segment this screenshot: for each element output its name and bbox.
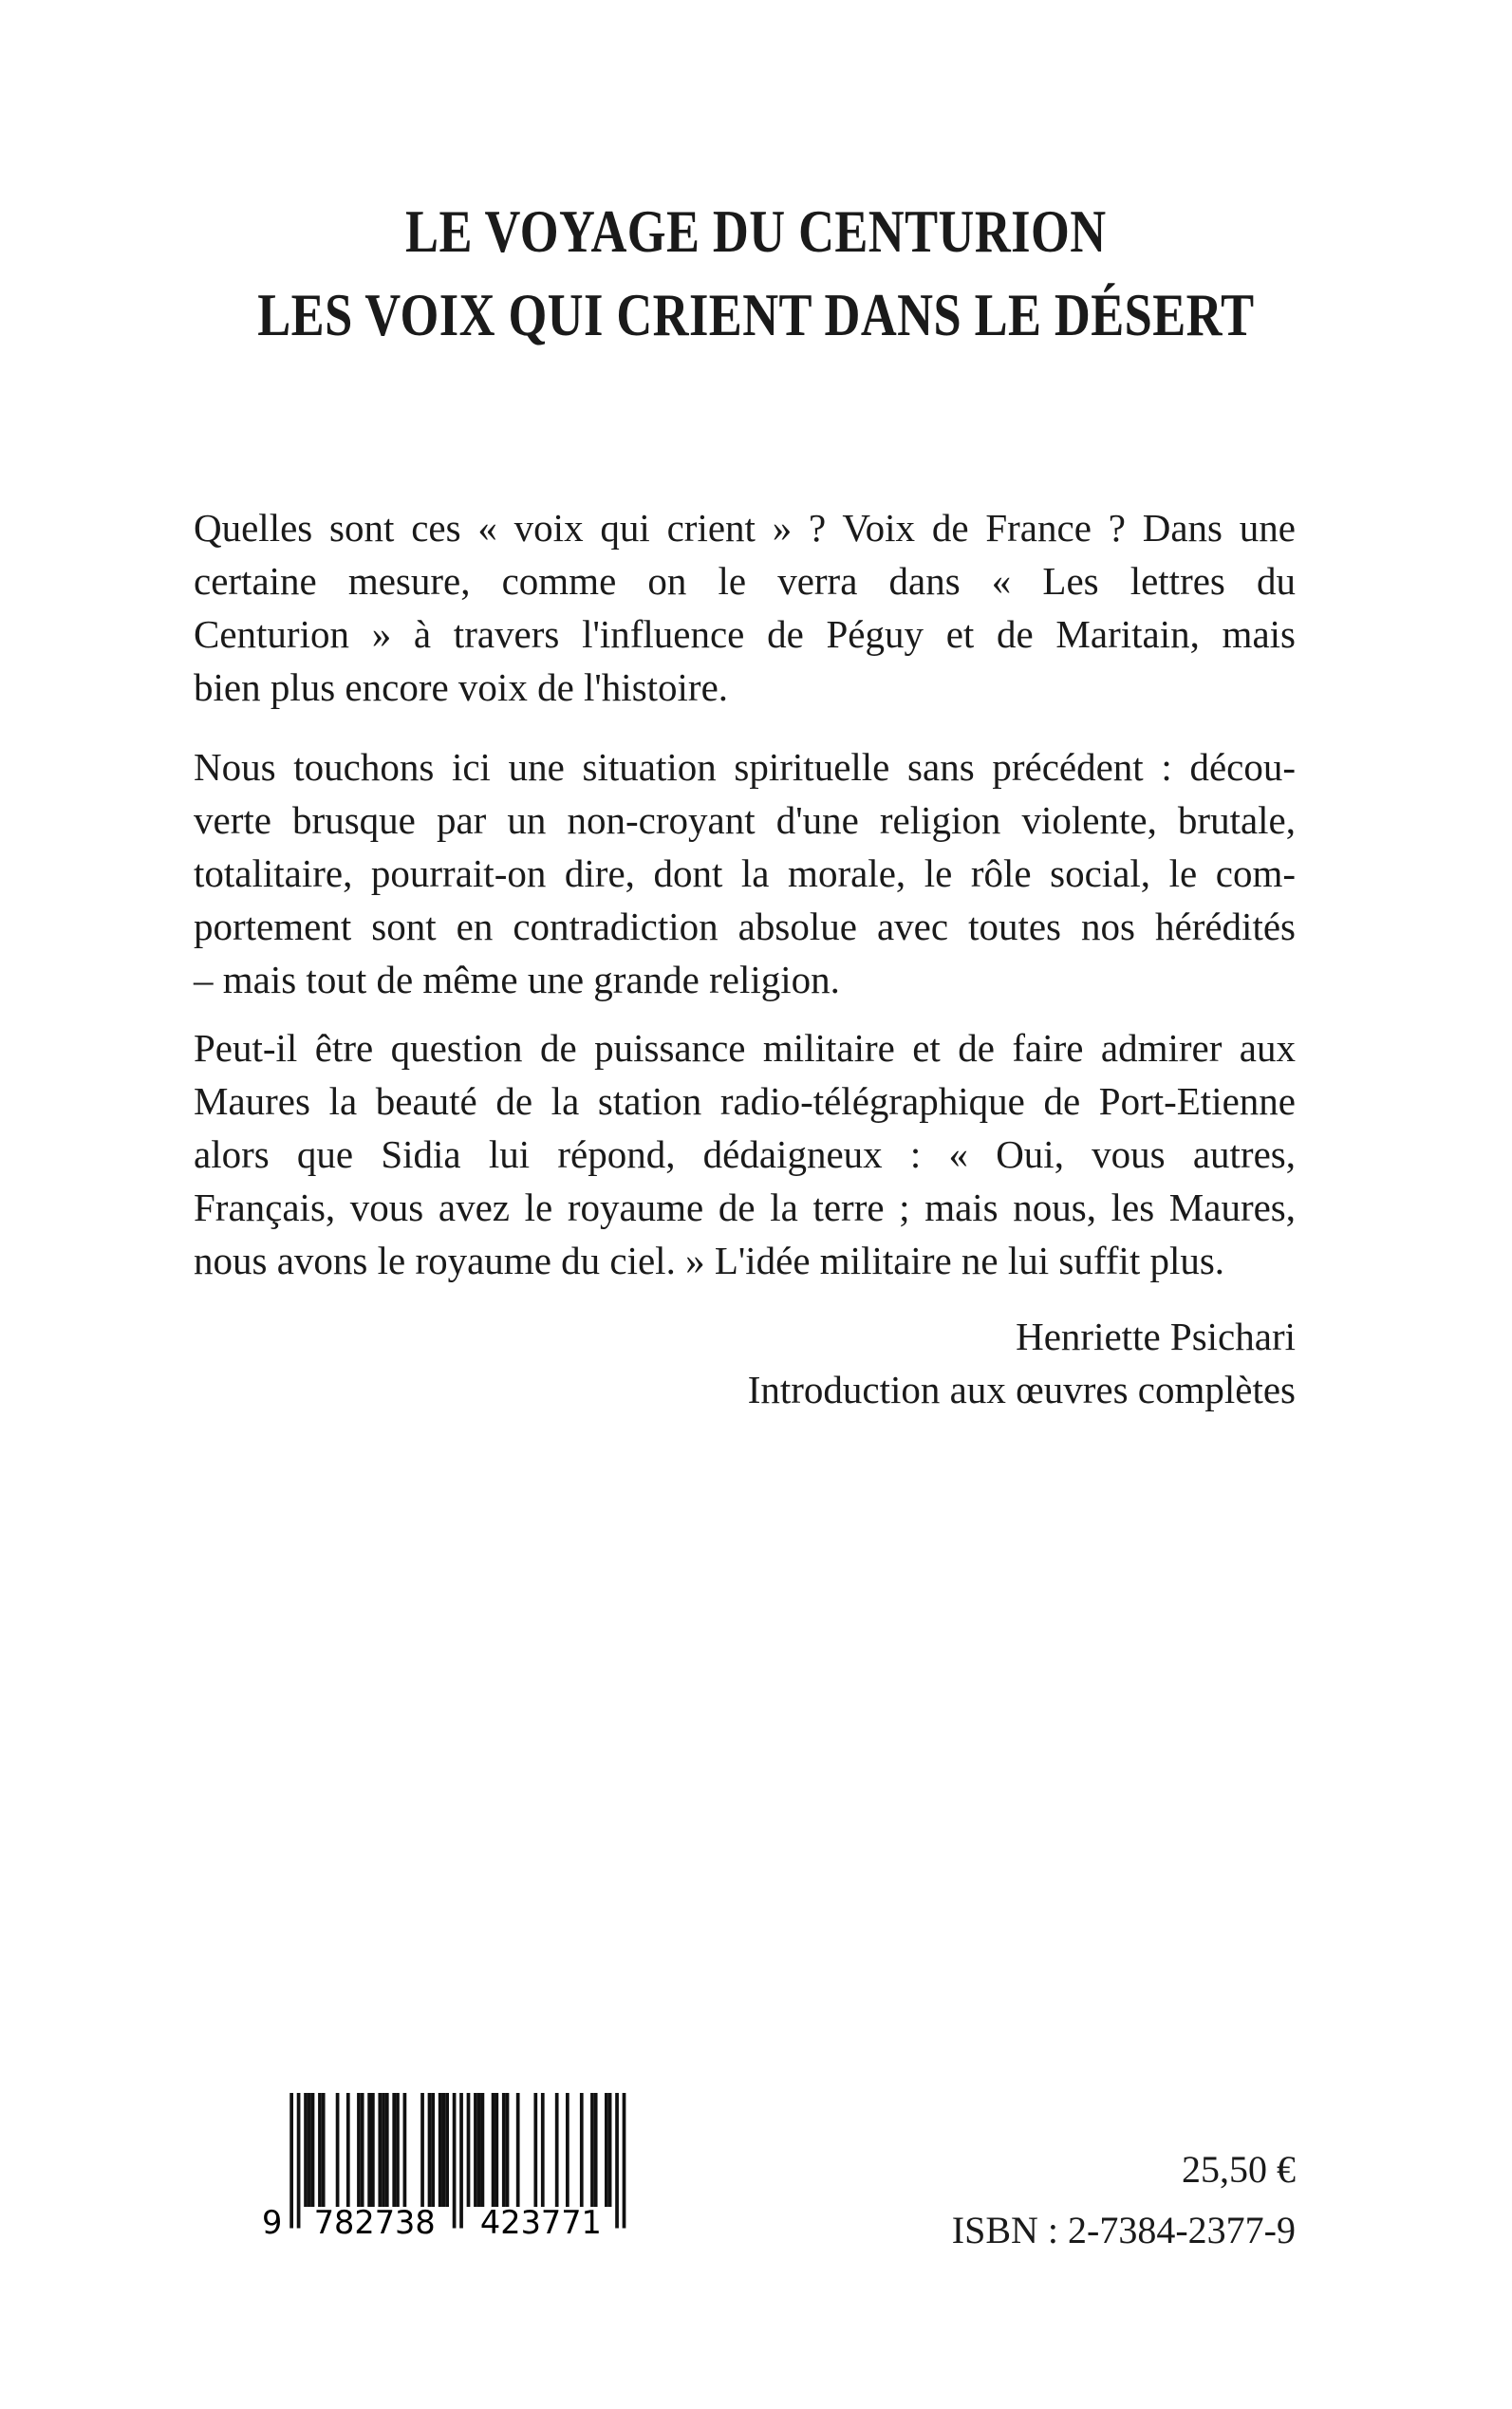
text-line: bien plus encore voix de l'histoire. (194, 665, 729, 709)
barcode (254, 2093, 644, 2235)
text-line: alors que Sidia lui répond, dédaigneux : « Oui, vous autres, (194, 1132, 1296, 1176)
barcode-bar (428, 2093, 432, 2207)
barcode-bar (605, 2093, 608, 2207)
barcode-bar (442, 2093, 446, 2207)
barcode-bar (495, 2093, 498, 2207)
barcode-bar (594, 2093, 598, 2207)
barcode-bar (367, 2093, 371, 2207)
barcode-bar (357, 2093, 361, 2207)
barcode-bar (392, 2093, 396, 2207)
book-subtitle (0, 281, 1512, 348)
barcode-bar (346, 2093, 350, 2207)
barcode-bar (396, 2093, 400, 2207)
barcode-bar (492, 2093, 495, 2207)
paragraph-3 (194, 1021, 1296, 1287)
barcode-bar (608, 2093, 612, 2207)
text-line: Français, vous avez le royaume de la terre ; mais nous, les Maures, (194, 1186, 1296, 1229)
barcode-bar (361, 2093, 364, 2207)
barcode-bar (403, 2093, 407, 2207)
title-line-1: LE VOYAGE DU CENTURION (405, 197, 1107, 265)
barcode-bar (516, 2093, 520, 2207)
barcode-digits: 423771 (479, 2204, 602, 2235)
text-line: Quelles sont ces « voix qui crient » ? Voix de France ? Dans une (194, 506, 1296, 550)
barcode-bar (385, 2093, 389, 2207)
barcode-bar (555, 2093, 559, 2207)
barcode-bar (445, 2093, 449, 2207)
paragraph-1 (194, 501, 1296, 714)
paragraph-2 (194, 740, 1296, 1006)
barcode-bar (566, 2093, 569, 2207)
barcode-bar (371, 2093, 375, 2207)
barcode-bar (474, 2093, 477, 2207)
price: 25,50 € (1182, 2148, 1296, 2191)
barcode-bar (467, 2093, 471, 2207)
barcode-bar (506, 2093, 510, 2207)
barcode-bar (318, 2093, 322, 2207)
barcode-bar (308, 2093, 311, 2207)
text-line: Peut-il être question de puissance militaire et de faire admirer aux (194, 1026, 1296, 1070)
barcode-bar (378, 2093, 382, 2207)
barcode-bar (431, 2093, 435, 2207)
barcode-bar (439, 2093, 442, 2207)
barcode-bar (289, 2093, 293, 2229)
text-line: – mais tout de même une grande religion. (194, 958, 840, 1001)
barcode-bar (541, 2093, 545, 2207)
signature-author: Henriette Psichari (1016, 1315, 1296, 1358)
text-line: verte brusque par un non-croyant d'une religion violente, brutale, (194, 798, 1296, 842)
text-line: portement sont en contradiction absolue avec toutes nos hérédités (194, 905, 1296, 948)
text-line: totalitaire, pourrait-on dire, dont la morale, le rôle social, le com- (194, 851, 1296, 895)
barcode-bar (623, 2093, 626, 2229)
signature-source: Introduction aux œuvres complètes (747, 1368, 1296, 1411)
barcode-digits: 9 (261, 2204, 283, 2235)
text-line: Nous touchons ici une situation spirituelle sans précédent : décou- (194, 745, 1296, 789)
barcode-bar (322, 2093, 326, 2207)
barcode-bar (533, 2093, 537, 2207)
barcode-bar (453, 2093, 457, 2229)
barcode-bar (615, 2093, 619, 2229)
barcode-bar (297, 2093, 301, 2229)
barcode-bar (481, 2093, 485, 2207)
barcode-digits: 782738 (313, 2204, 436, 2235)
barcode-bar (459, 2093, 463, 2229)
barcode-bar (590, 2093, 594, 2207)
isbn: ISBN : 2-7384-2377-9 (951, 2209, 1296, 2251)
text-line: certaine mesure, comme on le verra dans « Les lettres du (194, 559, 1296, 603)
text-line: Maures la beauté de la station radio-télégraphique de Port-Etienne (194, 1079, 1296, 1123)
book-title (0, 197, 1512, 265)
barcode-bar (336, 2093, 340, 2207)
barcode-bar (580, 2093, 584, 2207)
text-line: Centurion » à travers l'influence de Péguy et de Maritain, mais (194, 612, 1296, 656)
barcode-bar (477, 2093, 481, 2207)
barcode-bar (420, 2093, 424, 2207)
text-line: nous avons le royaume du ciel. » L'idée militaire ne lui suffit plus. (194, 1239, 1225, 1282)
title-line-2: LES VOIX QUI CRIENT DANS LE DÉSERT (257, 281, 1255, 348)
barcode-bar (382, 2093, 385, 2207)
barcode-bar (311, 2093, 315, 2207)
barcode-bar (304, 2093, 308, 2207)
barcode-bar (502, 2093, 506, 2207)
